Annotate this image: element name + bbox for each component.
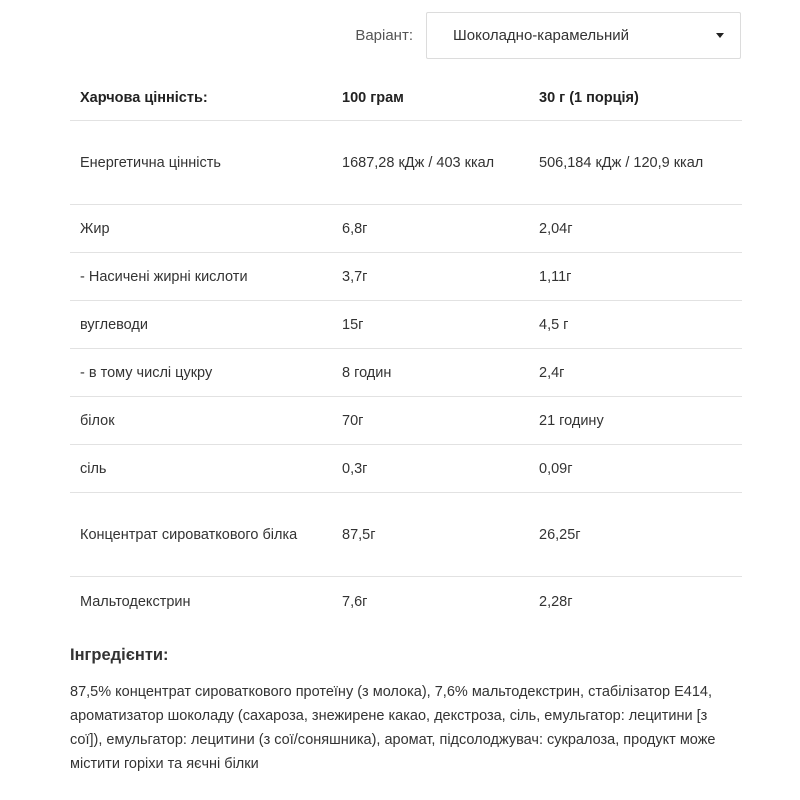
table-row xyxy=(70,445,742,493)
row-name: білок xyxy=(70,397,332,445)
row-per100: 7,6г xyxy=(342,593,368,610)
row-per-serving: 26,25г xyxy=(529,493,742,577)
row-per-serving: 2,28г xyxy=(539,593,573,610)
ingredients-text: 87,5% концентрат сироваткового протеїну (з молока), 7,6% мальтодекстрин, стабілізатор E414, ароматизатор шоколаду (сахароза, знежирене какао, декстроза, сіль, емульгатор: лецитини [з сої]), емульгатор: лецитини (з сої/соняшника), аромат, підсолоджувач: сукралоза, продукт може містити горіхи та яєчні білки xyxy=(70,684,716,772)
row-per-serving: 21 годину xyxy=(529,397,742,445)
nutrition-table xyxy=(70,76,742,627)
row-name: Мальтодекстрин xyxy=(80,593,191,610)
variant-selected-value: Шоколадно-карамельний xyxy=(453,27,629,44)
table-row xyxy=(70,577,742,627)
row-name: Жир xyxy=(70,205,332,253)
table-row xyxy=(70,205,742,253)
row-per-serving: 4,5 г xyxy=(529,301,742,349)
table-row xyxy=(70,253,742,301)
header-nutrition: Харчова цінність: xyxy=(70,76,332,121)
table-row xyxy=(70,301,742,349)
row-per100: 0,3г xyxy=(332,445,529,493)
row-per-serving: 1,11г xyxy=(529,253,742,301)
row-per100: 15г xyxy=(332,301,529,349)
table-row xyxy=(70,397,742,445)
chevron-down-icon xyxy=(716,33,724,38)
table-row xyxy=(70,349,742,397)
variant-label: Варіант: xyxy=(355,27,413,44)
row-name: - Насичені жирні кислоти xyxy=(70,253,332,301)
row-per100: 6,8г xyxy=(332,205,529,253)
table-header-row xyxy=(70,76,742,121)
row-per-serving: 0,09г xyxy=(529,445,742,493)
row-per100: 70г xyxy=(332,397,529,445)
ingredients-title: Інгредієнти: xyxy=(70,646,169,664)
variant-dropdown[interactable] xyxy=(426,12,741,59)
variant-selector-row xyxy=(0,12,741,59)
row-per100: 1687,28 кДж / 403 ккал xyxy=(332,121,529,205)
header-per-100g: 100 грам xyxy=(332,76,529,121)
row-per100: 87,5г xyxy=(332,493,529,577)
row-name: Концентрат сироваткового білка xyxy=(70,493,332,577)
row-name: Енергетична цінність xyxy=(70,121,332,205)
row-per-serving: 2,04г xyxy=(529,205,742,253)
table-row xyxy=(70,493,742,577)
header-per-serving: 30 г (1 порція) xyxy=(529,76,742,121)
row-per-serving: 2,4г xyxy=(529,349,742,397)
row-name: вуглеводи xyxy=(70,301,332,349)
row-per100: 3,7г xyxy=(332,253,529,301)
row-name: - в тому числі цукру xyxy=(70,349,332,397)
table-row xyxy=(70,121,742,205)
row-name: сіль xyxy=(70,445,332,493)
row-per-serving: 506,184 кДж / 120,9 ккал xyxy=(529,121,742,205)
row-per100: 8 годин xyxy=(332,349,529,397)
